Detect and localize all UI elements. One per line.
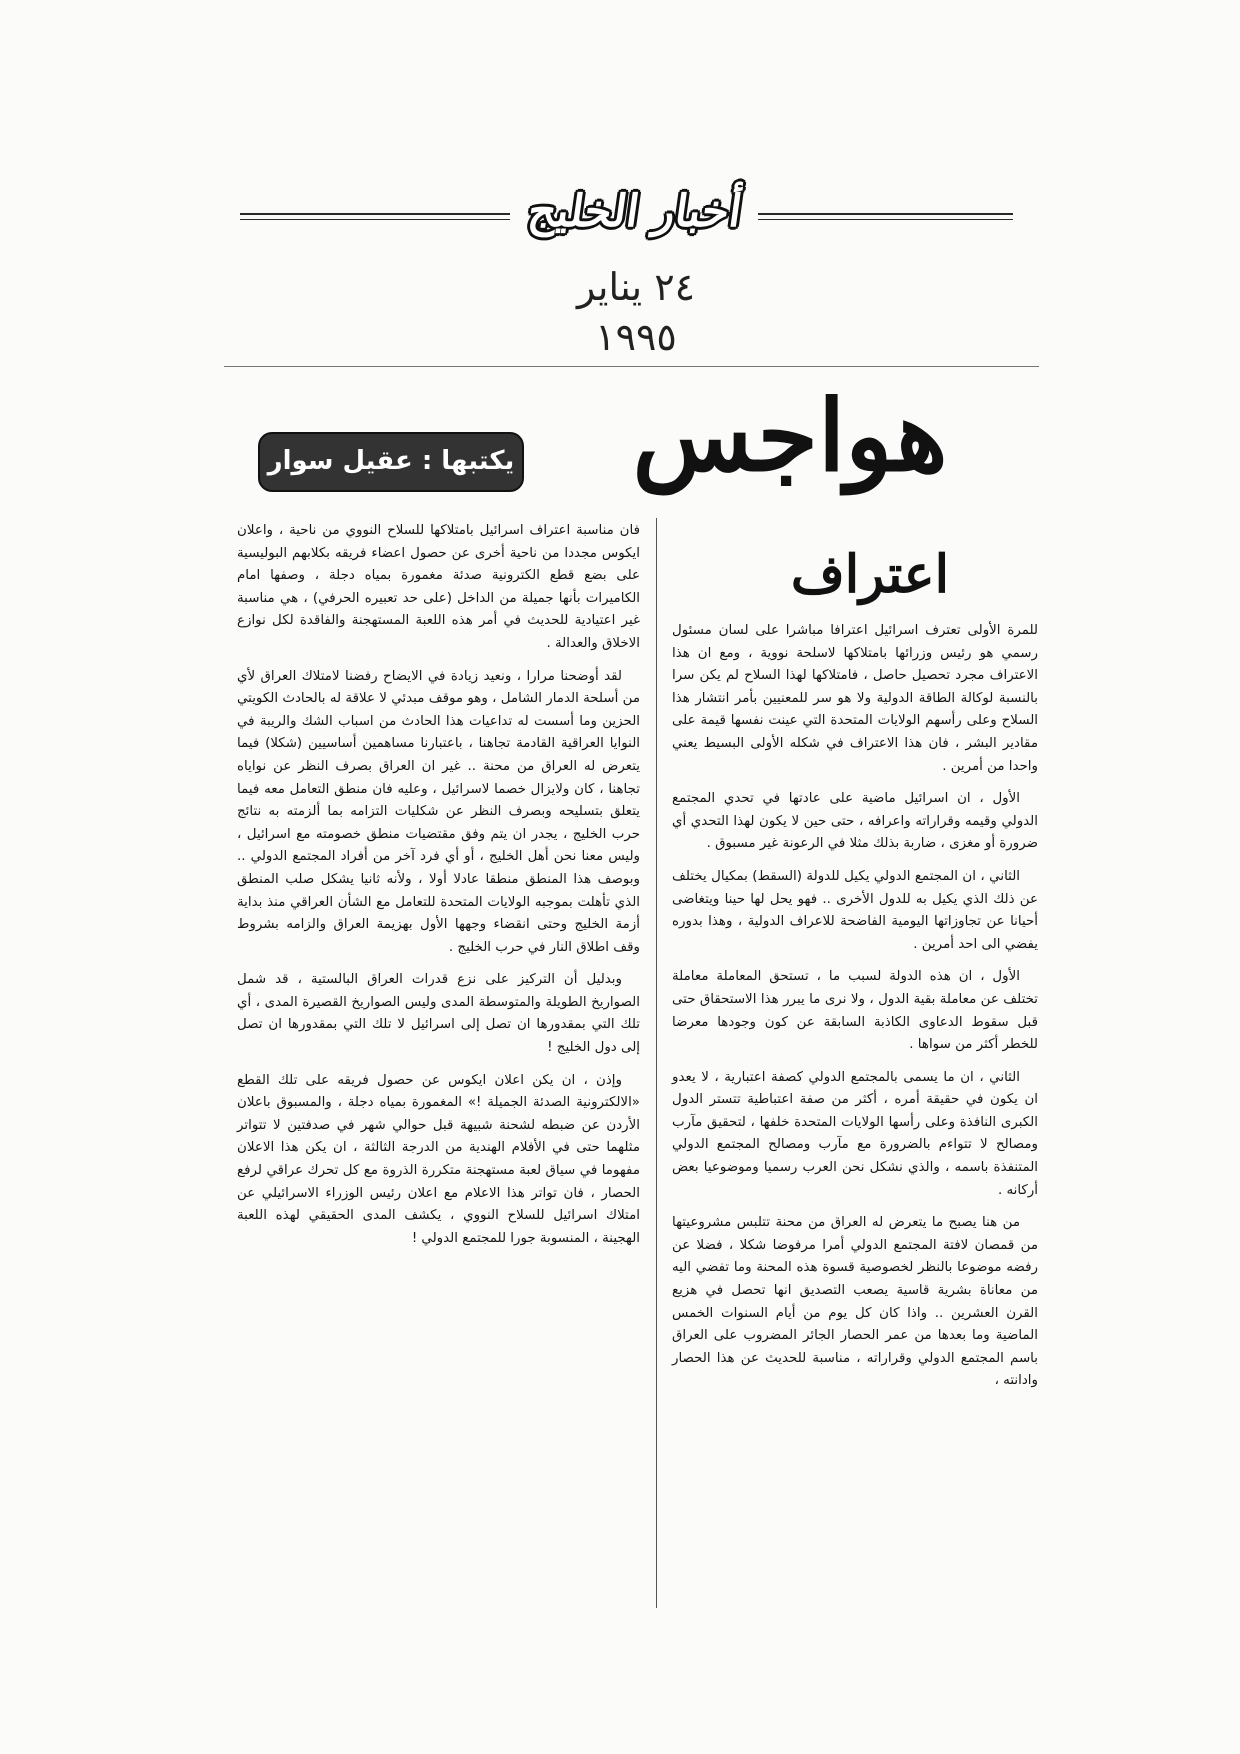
byline-badge: يكتبها : عقيل سوار [258, 432, 524, 492]
paragraph: من هنا يصبح ما يتعرض له العراق من محنة تتلبس مشروعيتها من قمصان لافتة المجتمع الدولي أمرا مرفوضا شكلا ، فضلا عن رفضه موضوعا بالنظر لخصوصية قسوة هذه المحنة وما تفضي اليه من معاناة بشرية قاسية يصعب التصديق انها تحصل في هزيع القرن العشرين .. واذا كان كل يوم من أيام السنوات الخمس الماضية وما بعدها من عمر الحصار الجائر المضروب على العراق باسم المجتمع الدولي وقراراته ، مناسبة للحديث عن هذا الحصار وادانته ، [672, 1215, 1038, 1389]
article-column-right [672, 620, 1038, 1403]
paragraph: الأول ، ان هذه الدولة لسبب ما ، تستحق المعاملة معاملة تختلف عن معاملة بقية الدول ، ولا نرى ما يبرر هذا الاستحقاق حتى قبل سقوط الدعاوى الكاذبة السابقة عن كون وجودها معرضا للخطر أكثر من سواها . [672, 969, 1038, 1053]
paragraph: وإذن ، ان يكن اعلان ايكوس عن حصول فريقه على تلك القطع «الالكترونية الصدئة الجميلة !» المغمورة بمياه دجلة ، والمسبوق باعلان الأردن عن ضبطه لشحنة شبيهة قبل حوالي شهر في صدفتين لا تتواتر مثلهما حتى في الأفلام الهندية من الدرجة الثالثة ، ان يكن هذا الاعلان مفهوما في سياق لعبة مستهجنة متكررة الذروة مع كل تحرك عراقي لرفع الحصار ، فان تواتر هذا الاعلام مع اعلان رئيس الوزراء الاسرائيلي عن امتلاك اسرائيل للسلاح النووي ، يكشف المدى الحقيقي لهذه اللعبة الهجينة ، المنسوبة جورا للمجتمع الدولي ! [237, 1072, 640, 1246]
paragraph: الثاني ، ان المجتمع الدولي يكيل للدولة (السقط) بمكيال يختلف عن ذلك الذي يكيل به للدول الأخرى .. فهو يحل لها حينا ويتغاضى أحيانا عن تجاوزاتها اليومية الفاضحة للاعراف الدولية ، وهذا بدوره يفضي الى احد أمرين . [672, 868, 1038, 952]
paragraph: فان مناسبة اعتراف اسرائيل بامتلاكها للسلاح النووي من ناحية ، واعلان ايكوس مجددا من ناحية أخرى عن حصول اعضاء فريقه بكلابهم البوليسية على بضع قطع الكترونية صدئة مغمورة بمياه دجلة ، وصفها امام الكاميرات بأنها جميلة من الداخل (على حد تعبيره الحرفي) ، هي مناسبة غير اعتيادية للحديث في أمر هذه اللعبة المستهجنة والفاقدة لكل نوازع الاخلاق والعدالة . [237, 523, 640, 651]
newspaper-logo: أخبار الخليج [524, 185, 746, 237]
publication-date: ٢٤ يناير ١٩٩٥ [576, 265, 696, 359]
article-title: اعتراف [790, 544, 950, 605]
section-separator [224, 366, 1039, 367]
paragraph: الثاني ، ان ما يسمى بالمجتمع الدولي كصفة اعتبارية ، لا يعدو ان يكون في حقيقة أمره ، أكثر من صفة اعتباطية تتستر الدول الكبرى النافذة وعلى رأسها الولايات المتحدة خلفها ، لتحقيق مآرب ومصالح لا تتواءم بالضرورة مع مآرب ومصالح المجتمع الدولي المتنفذة باسمه ، والذي نشكل نحن العرب رسميا وموضوعيا بعض أركانه . [672, 1069, 1038, 1198]
masthead-rule-right [758, 213, 1013, 215]
paragraph: وبدليل أن التركيز على نزع قدرات العراق البالستية ، قد شمل الصواريخ الطويلة والمتوسطة المدى وليس الصواريخ القصيرة المدى ، أي تلك التي بمقدورها ان تصل إلى اسرائيل لا تلك التي بمقدورها ان تصل إلى دول الخليج ! [237, 972, 640, 1056]
paragraph: للمرة الأولى تعترف اسرائيل اعترافا مباشرا على لسان مسئول رسمي هو رئيس وزرائها بامتلاكها لاسلحة نووية ، ومع ان هذا الاعتراف مجرد تحصيل حاصل ، فامتلاكها لهذا السلاح لم يكن سرا بالنسبة لوكالة الطاقة الدولية ولا هو سر للمعنيين بأمر انتشار هذا السلاح وعلى رأسهم الولايات المتحدة التي عينت نفسها قيمة على مقادير البشر ، فان هذا الاعتراف في شكله الأولى البسيط يعني واحدا من أمرين . [672, 623, 1038, 774]
column-divider [656, 518, 657, 1608]
article-column-left [237, 520, 640, 1260]
paragraph: الأول ، ان اسرائيل ماضية على عادتها في تحدي المجتمع الدولي وقيمه وقراراته واعرافه ، حتى حين لا يكون لهذا التحدي أي ضرورة أو مغزى ، ضاربة بذلك مثلا في الرعونة غير مسبوق . [672, 791, 1038, 852]
paragraph: لقد أوضحنا مرارا ، ونعيد زيادة في الايضاح رفضنا لامتلاك العراق لأي من أسلحة الدمار الشامل ، وهو موقف مبدئي لا علاقة له بالحادث الكويتي الحزين وما أسست له تداعيات هذا الحادث من اسباب الشك والريبة في النوايا العراقية القادمة تجاهنا ، باعتبارنا مساهمين أساسيين (شكلا) فيما يتعرض له العراق من محنة .. غير ان العراق بصرف النظر عن نواياه تجاهنا ، كان ولايزال خصما لاسرائيل ، وعليه فان منطق التعامل معه فيما يتعلق بتسليحه وبصرف النظر عن شكليات التزامه بما ألزمته به نتائج حرب الخليج ، يجدر ان يتم وفق مقتضيات منطق خصومته مع اسرائيل ، وليس معنا نحن أهل الخليج ، أو أي فرد آخر من أفراد المجتمع الدولي .. وبوصف هذا المنطق منطقا عادلا أولا ، ولأنه ثانيا يشكل صلب المنطق الذي تأهلت بموجبه الولايات المتحدة للتعامل مع الشأن العراقي منذ بداية أزمة الخليج وحتى انقضاء وجهها الأول بهزيمة العراق والزامه بشروط وقف اطلاق النار في حرب الخليج . [237, 668, 640, 955]
masthead-rule-left [240, 213, 510, 215]
column-title: هواجس [632, 379, 948, 494]
